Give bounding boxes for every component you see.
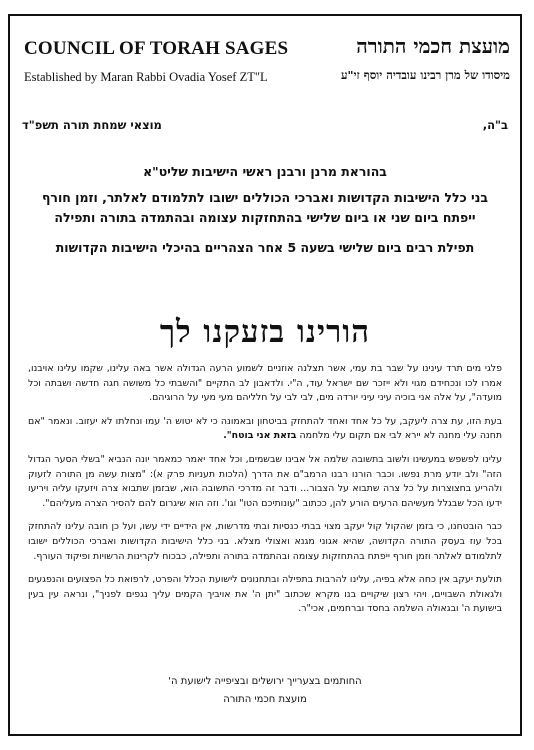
- bh-mark: ב"ה,: [482, 118, 508, 132]
- directive-line-1: בהוראת מרנן ורבנן ראשי הישיבות שליט"א: [143, 164, 387, 179]
- signoff-line-2: מועצת חכמי התורה: [223, 694, 307, 705]
- hebrew-subtitle: מיסודו של מרן רבינו עובדיה יוסף זי"ע: [341, 68, 510, 82]
- header-hebrew: [280, 34, 510, 82]
- directive-line-3: ייפתח ביום שני או ביום שלישי בהתחזקות עצומה ובהתמדה בתורה ותפילה: [54, 210, 476, 225]
- body-paragraph-4: כבר הובטחנו, כי בזמן שהקול קול יעקב מצוי בבתי כנסיות ובתי מדרשות, אין הידיים ידי עשו, ועל כן חובה עלינו להתחזק בכל עוז בעסק התורה הקדושה, שהיא אגוני מגנא ואצולי מצלא. בני כלל הישיבות הקדושות ואברכי הכוללים ישובו לתלמודם לאלתר וזמן חורף ייפתח בהתחזקות עצומה ובהתמדה בתורה ותפילה, כבכוח לקרינות הרשויות ופיקוד העורף.: [28, 521, 502, 562]
- letter-body: [28, 362, 502, 626]
- letter-sheet: [8, 14, 522, 736]
- signoff-block: [20, 673, 510, 709]
- letter-date: מוצאי שמחת תורה תשפ"ד: [22, 118, 162, 132]
- main-title: הורינו בזעקנו לך: [159, 314, 371, 350]
- directive-line-2: בני כלל הישיבות הקדושות ואברכי הכוללים ישובו לתלמודם לאלתר, וזמן חורף: [41, 190, 488, 205]
- english-title: COUNCIL OF TORAH SAGES: [24, 38, 289, 59]
- signoff-line-1: החותמים בצערייך ירושלים ובציפייה לישועת ה': [168, 676, 362, 687]
- directive-line-4: תפילת רבים ביום שלישי בשעה 5 אחר הצהריים בהיכלי הישיבות הקדושות: [55, 240, 475, 255]
- hebrew-title: מועצת חכמי התורה: [356, 34, 510, 58]
- body-paragraph-2: [28, 415, 502, 444]
- date-line: [22, 118, 508, 138]
- body-paragraph-2-text: בעת הזו, עת צרה ליעקב, על כל אחד ואחד להתחזק בביטחון ובאמונה כי לא יטוש ה' עמו ונחלתו לא יעזוב. ונאמר "אם תחנה עלי מחנה לא יירא לבי אם תקום עלי מלחמה: [28, 415, 502, 442]
- body-paragraph-5: תולעת יעקב אין כחה אלא בפיה, עלינו להרבות בתפילה ובתחנונים לישועת הכלל והפרט, לרפואת כל הפצועים והנפגעים ולגאולת השבויים, ויהי רצון שיקויים בנו מקרא שכתוב "יתן ה' את אויביך הקמים עליך נגפים לפניך", ונראה עין בעין בישועת ה' ובגאולה השלמה בחסד וברחמים, אכי"ר.: [27, 574, 502, 615]
- body-paragraph-2-emphasis: בזאת אני בוטח".: [223, 430, 297, 442]
- directive-block: [20, 162, 510, 258]
- body-paragraph-1: פלגי מים תרד עינינו על שבר בת עמי, אשר תצלנה אוזניים לשמוע הרעה הגדולה אשר באה עלינו, שקמו עלינו אויבנו, אמרו לכו ונכחידם מגוי ולא ייזכר שם ישראל עוד, ה"י. ולדאבון לב התקיים "והשבתי כל משושה חגה חדשה ושבתה וכל מועדה", על אלה אני בוכיה עיני עיני יורדה מים, לבי לבי על חלליהם מעי מעי על הרוגיהם.: [28, 363, 502, 404]
- english-subtitle: Established by Maran Rabbi Ovadia Yosef ZT"L: [24, 70, 268, 84]
- header-english: [24, 38, 289, 85]
- body-paragraph-3: עלינו לפשפש במעשינו ולשוב בתשובה שלמה אל אבינו שבשמים, וכל אחד יאמר כמאמר יונה הנביא "בשלי הסער הגדול הזה" ולב יודע מרת נפשו. וכבר הורנו רבנו הרמב"ם את הדרך (הלכות תעניות פרק א): "מצות עשה מן התורה לזעוק ולהריע בחצוצרות על כל צרה שתבוא על הצבור... ודבר זה מדרכי התשובה הוא, שבזמן שתבוא צרה ויזעקו עליה ויריעו ידעו הכל שבגלל מעשיהם הרעים הורע להן, ככתוב "עונותיכם הטו" וגו'. וזה הוא שיגרום להם להסיר הצרה מעליהם".: [28, 453, 502, 509]
